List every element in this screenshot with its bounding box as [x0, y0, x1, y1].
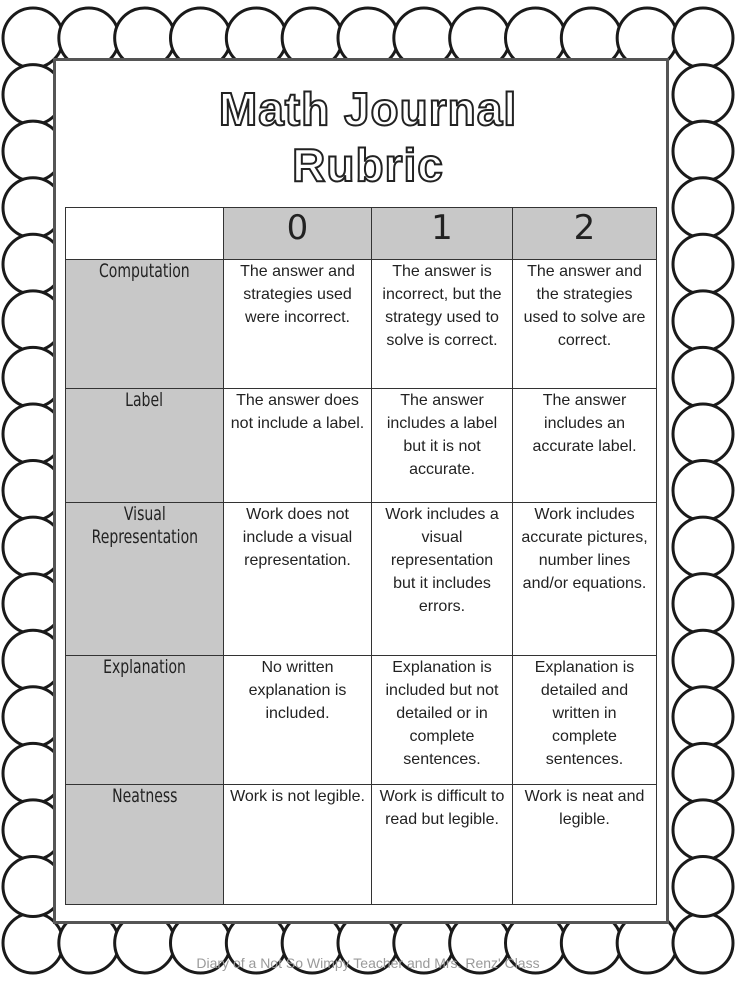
- page-title-line-1: Math Journal: [218, 83, 518, 135]
- descriptor-cell: [224, 503, 372, 656]
- criterion-computation: [66, 260, 224, 389]
- descriptor-text: Work does not include a visual representation.: [242, 506, 353, 569]
- score-header-row: [66, 208, 657, 260]
- scallop-circle: [673, 574, 733, 634]
- criterion-label: Computation: [99, 260, 190, 282]
- descriptor-text: The answer and strategies used were incorrect.: [240, 263, 355, 326]
- scallop-circle: [673, 743, 733, 803]
- criterion-explanation: [66, 656, 224, 785]
- rubric-row-label: [66, 389, 657, 503]
- descriptor-text: The answer and the strategies used to solve are correct.: [523, 263, 646, 349]
- corner-cell: [66, 208, 224, 260]
- page-title-line-2: Rubric: [292, 139, 444, 191]
- scallop-circle: [673, 234, 733, 294]
- rubric-table: [65, 207, 657, 905]
- criterion-neatness: [66, 785, 224, 905]
- scallop-circle: [673, 687, 733, 747]
- scallop-circle: [673, 8, 733, 68]
- score-header-2: 2: [513, 208, 657, 260]
- descriptor-cell: [372, 656, 513, 785]
- scallop-circle: [673, 800, 733, 860]
- descriptor-text: The answer includes an accurate label.: [532, 392, 637, 455]
- rubric-row-explanation: [66, 656, 657, 785]
- rubric-row-neatness: [66, 785, 657, 905]
- scallop-circle: [673, 291, 733, 351]
- descriptor-text: The answer does not include a label.: [230, 392, 365, 432]
- descriptor-text: The answer is incorrect, but the strategy used to solve is correct.: [382, 263, 502, 349]
- descriptor-cell: [372, 260, 513, 389]
- footer-credit: Diary of a Not So Wimpy Teacher and Mrs. Renz' Class: [196, 955, 540, 971]
- descriptor-cell: [513, 389, 657, 503]
- descriptor-text: Explanation is included but not detailed or in complete sentences.: [385, 659, 499, 768]
- descriptor-cell: [372, 785, 513, 905]
- descriptor-cell: [224, 260, 372, 389]
- descriptor-cell: [513, 785, 657, 905]
- descriptor-cell: [224, 389, 372, 503]
- descriptor-cell: [224, 656, 372, 785]
- scallop-circle: [673, 856, 733, 916]
- scallop-circle: [673, 630, 733, 690]
- descriptor-text: The answer includes a label but it is not accurate.: [386, 392, 498, 478]
- criterion-label: Explanation: [103, 656, 186, 678]
- descriptor-text: Work includes a visual representation but it includes errors.: [385, 506, 499, 615]
- criterion-label-row: [66, 389, 224, 503]
- descriptor-cell: [513, 656, 657, 785]
- criterion-label: Neatness: [111, 785, 178, 807]
- rubric-row-computation: [66, 260, 657, 389]
- descriptor-text: Work is difficult to read but legible.: [379, 788, 505, 828]
- descriptor-text: Work includes accurate pictures, number lines and/or equations.: [521, 506, 648, 592]
- descriptor-text: Work is neat and legible.: [524, 788, 645, 828]
- descriptor-cell: [372, 389, 513, 503]
- scallop-circle: [673, 461, 733, 521]
- criterion-label: Label: [125, 389, 164, 411]
- scallop-circle: [673, 404, 733, 464]
- descriptor-cell: [224, 785, 372, 905]
- scallop-circle: [673, 347, 733, 407]
- rubric-row-visual-representation: [66, 503, 657, 656]
- score-header-0: 0: [224, 208, 372, 260]
- descriptor-text: Explanation is detailed and written in complete sentences.: [534, 659, 635, 768]
- criterion-visual-representation: [66, 503, 224, 656]
- score-header-1: 1: [372, 208, 513, 260]
- descriptor-text: Work is not legible.: [230, 788, 365, 805]
- scallop-circle: [673, 517, 733, 577]
- descriptor-cell: [513, 503, 657, 656]
- descriptor-cell: [513, 260, 657, 389]
- criterion-label: Visual Representation: [91, 503, 198, 548]
- descriptor-text: No written explanation is included.: [248, 659, 347, 722]
- descriptor-cell: [372, 503, 513, 656]
